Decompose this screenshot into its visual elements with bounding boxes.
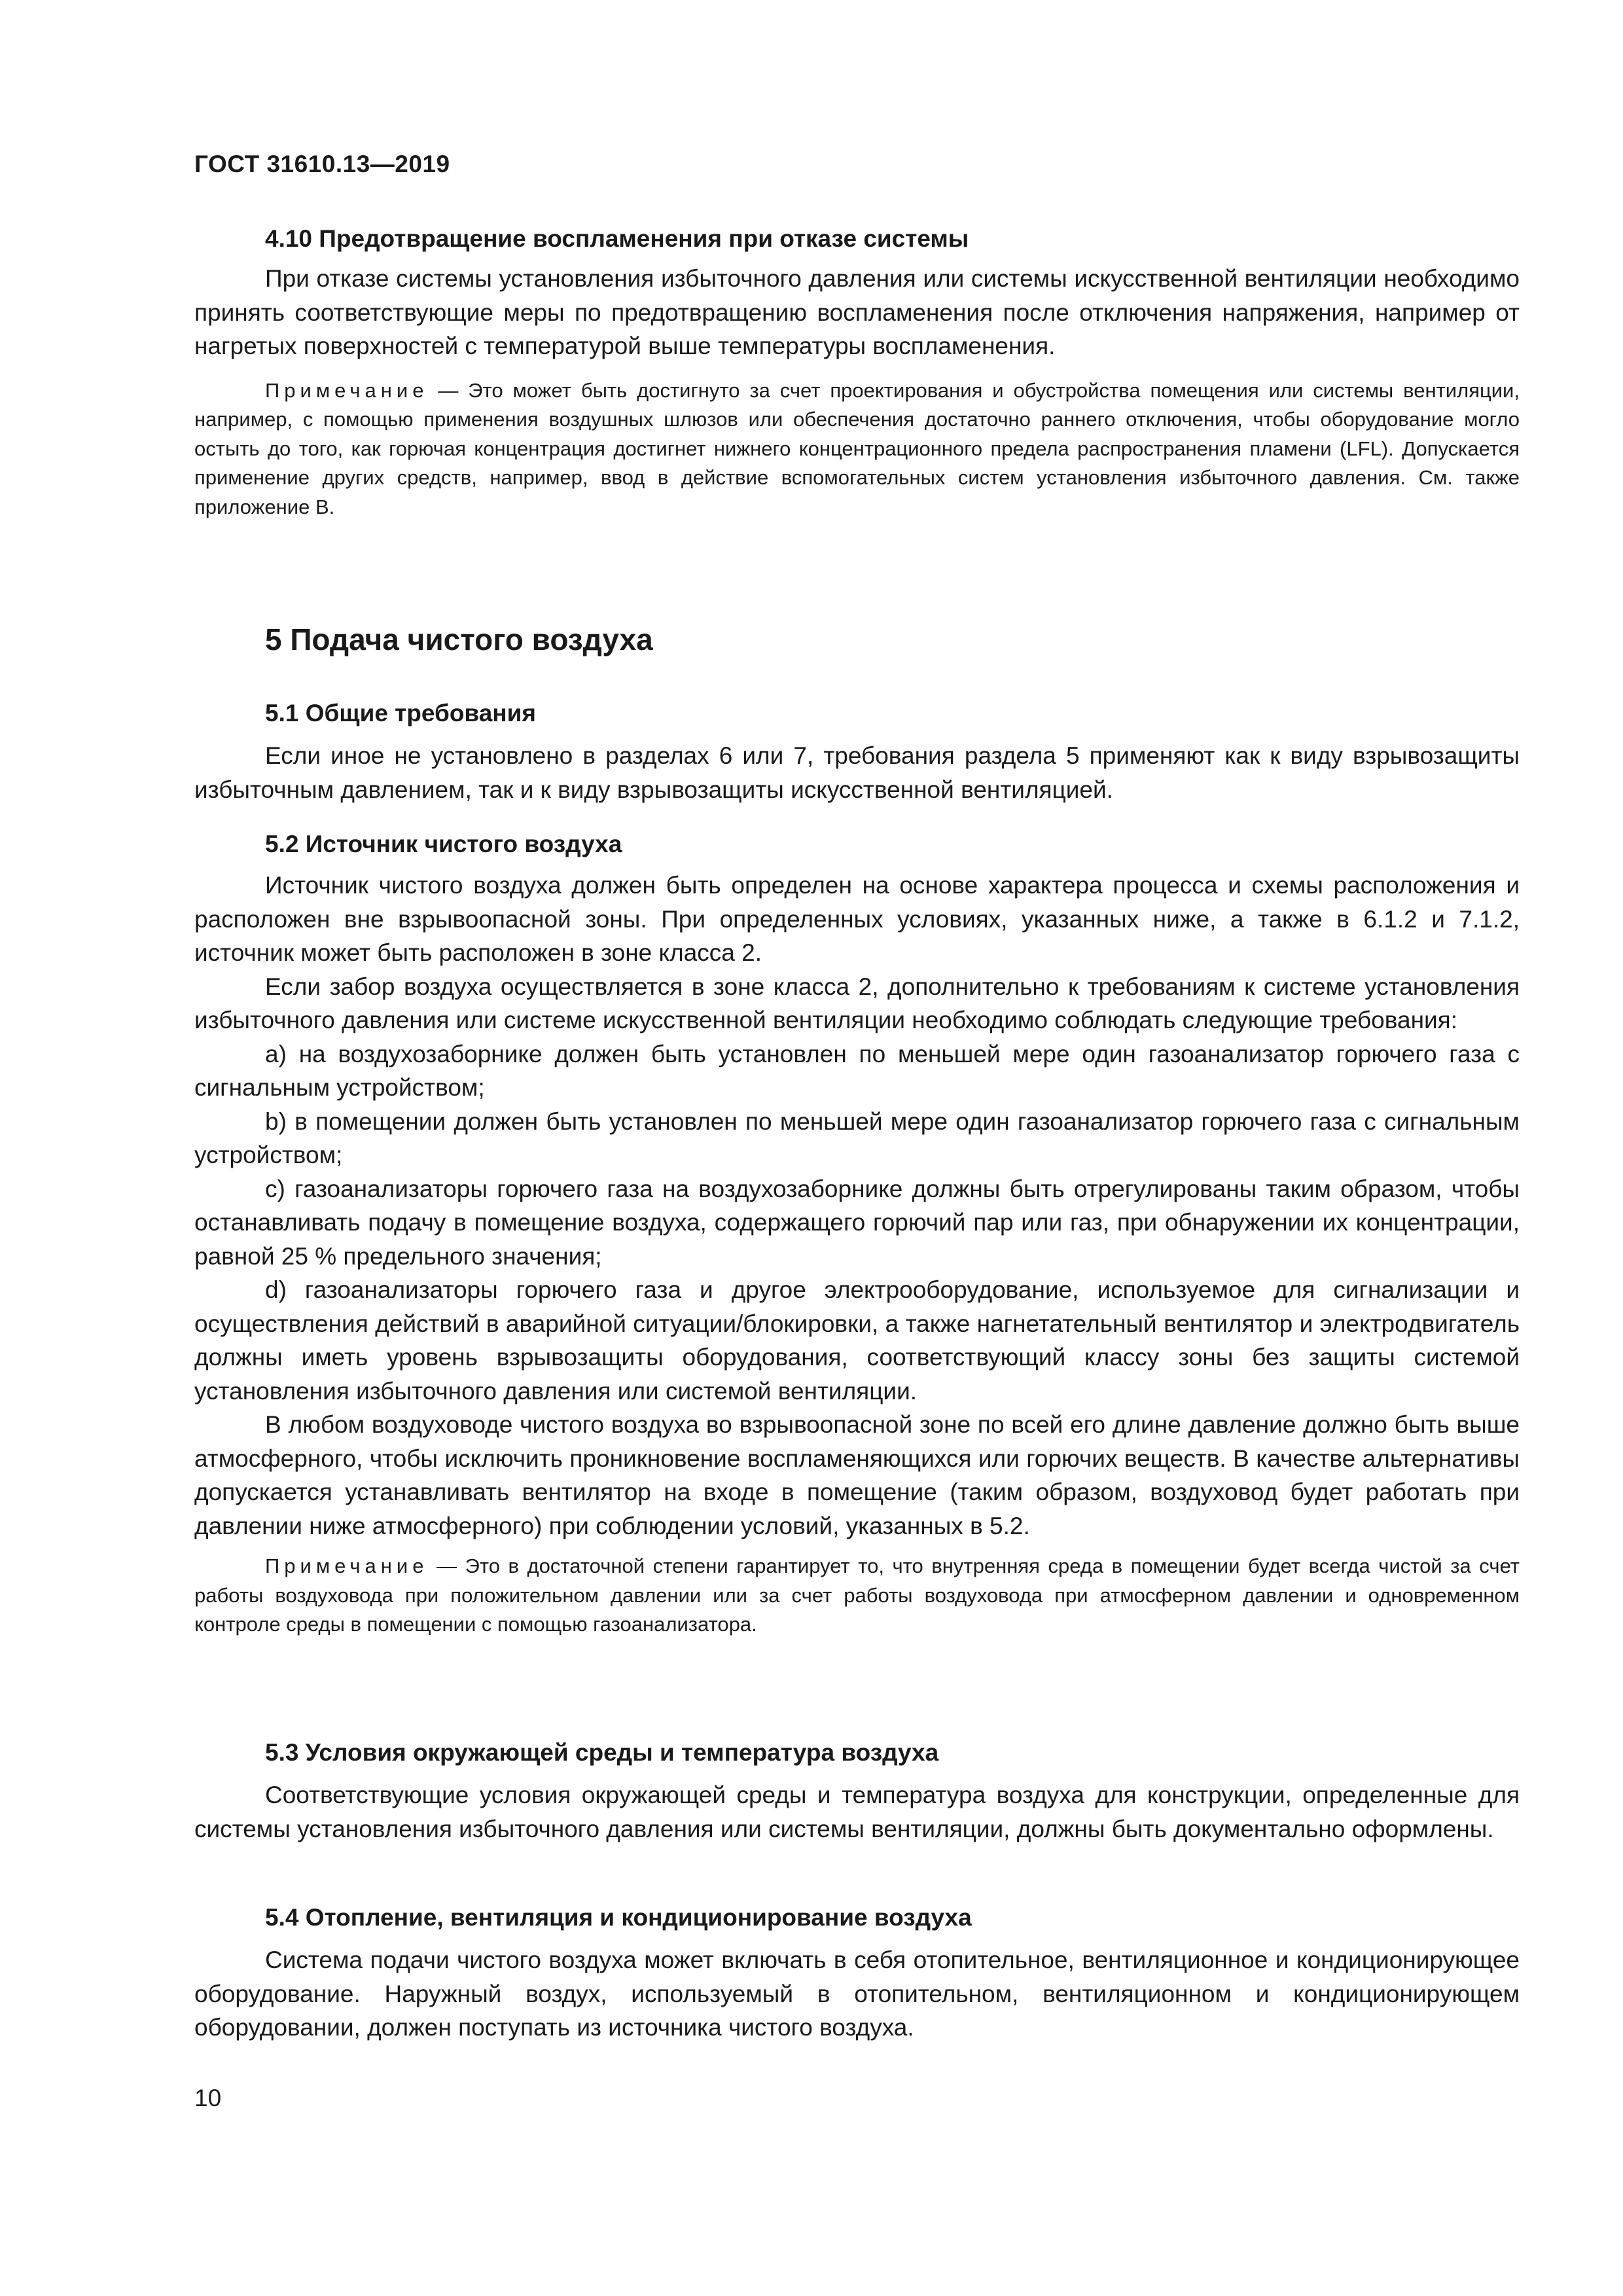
paragraph: Источник чистого воздуха должен быть определен на основе характера процесса и схемы расположения и расположен вне взрывоопасной зоны. При определенных условиях, указанных ниже, а также в 6.1.2 и 7.1.2, источник может быть расположен в зоне класса 2. (194, 872, 1520, 966)
document-id-header: ГОСТ 31610.13—2019 (194, 151, 450, 177)
note (194, 1552, 1520, 1640)
paragraph: В любом воздуховоде чистого воздуха во взрывоопасной зоне по всей его длине давление должно быть выше атмосферного, чтобы исключить проникновение воспламеняющихся или горючих веществ. В качестве альтернативы допускается устанавливать вентилятор на входе в помещение (таким образом, воздуховод будет работать при давлении ниже атмосферного) при соблюдении условий, указанных в 5.2. (194, 1411, 1520, 1539)
list-item: d) газоанализаторы горючего газа и другое электрооборудование, используемое для сигнализации и осуществления действий в аварийной ситуации/блокировки, а также нагнетательный вентилятор и электродвигатель должны иметь уровень взрывозащиты оборудования, соответствующий классу зоны без защиты системой установления избыточного давления или системой вентиляции. (194, 1276, 1520, 1405)
note-label: Примечание (265, 378, 429, 402)
section-5 (194, 620, 1520, 659)
section-5-1 (194, 697, 1520, 806)
section-4-10 (194, 223, 1520, 522)
section-heading: 4.10 Предотвращение воспламенения при отказе системы (265, 225, 969, 252)
paragraph: Система подачи чистого воздуха может включать в себя отопительное, вентиляционное и кондиционирующее оборудование. Наружный воздух, используемый в отопительном, вентиляционном и кондиционирующем оборудовании, должен поступать из источника чистого воздуха. (194, 1946, 1520, 2041)
section-heading: 5.3 Условия окружающей среды и температура воздуха (265, 1739, 939, 1766)
section-5-4 (194, 1901, 1520, 2045)
paragraph: При отказе системы установления избыточного давления или системы искусственной вентиляции необходимо принять соответствующие меры по предотвращению воспламенения после отключения напряжения, например от нагретых поверхностей с температурой выше температуры воспламенения. (194, 265, 1520, 359)
section-heading: 5.2 Источник чистого воздуха (265, 831, 622, 857)
note-text: — Это в достаточной степени гарантирует то, что внутренняя среда в помещении будет всегда чистой за счет работы воздуховода при положительном давлении или за счет работы воздуховода при атмосферном давлении и одновременном контроле среды в помещении с помощью газоанализатора. (194, 1554, 1520, 1636)
list-item: b) в помещении должен быть установлен по меньшей мере один газоанализатор горючего газа с сигнальным устройством; (194, 1107, 1520, 1168)
paragraph: Если забор воздуха осуществляется в зоне класса 2, дополнительно к требованиям к системе установления избыточного давления или системе искусственной вентиляции необходимо соблюдать следующие требования: (194, 973, 1520, 1033)
paragraph: Соответствующие условия окружающей среды и температура воздуха для конструкции, определенные для системы установления избыточного давления или системы вентиляции, должны быть документально оформлены. (194, 1782, 1520, 1842)
section-5-3 (194, 1736, 1520, 1846)
note (194, 376, 1520, 522)
section-heading: 5.4 Отопление, вентиляция и кондиционирование воздуха (265, 1904, 972, 1931)
paragraph: Если иное не установлено в разделах 6 или 7, требования раздела 5 применяют как к виду взрывозащиты избыточным давлением, так и к виду взрывозащиты искусственной вентиляцией. (194, 742, 1520, 803)
chapter-heading: 5 Подача чистого воздуха (265, 622, 653, 656)
section-5-2 (194, 828, 1520, 1640)
note-text: — Это может быть достигнуто за счет проектирования и обустройства помещения или системы вентиляции, например, с помощью применения воздушных шлюзов или обеспечения достаточно раннего отключения, чтобы оборудование могло остыть до того, как горючая концентрация достигнет нижнего концентрационного предела распространения пламени (LFL). Допускается применение других средств, например, ввод в действие вспомогательных систем установления избыточного давления. См. также приложение В. (194, 378, 1520, 518)
section-heading: 5.1 Общие требования (265, 700, 536, 726)
page-number: 10 (194, 2085, 222, 2111)
list-item: a) на воздухозаборнике должен быть установлен по меньшей мере один газоанализатор горючего газа с сигнальным устройством; (194, 1040, 1520, 1101)
list-item: c) газоанализаторы горючего газа на воздухозаборнике должны быть отрегулированы таким образом, чтобы останавливать подачу в помещение воздуха, содержащего горючий пар или газ, при обнаружении их концентрации, равной 25 % предельного значения; (194, 1175, 1520, 1270)
note-label: Примечание (265, 1554, 429, 1577)
